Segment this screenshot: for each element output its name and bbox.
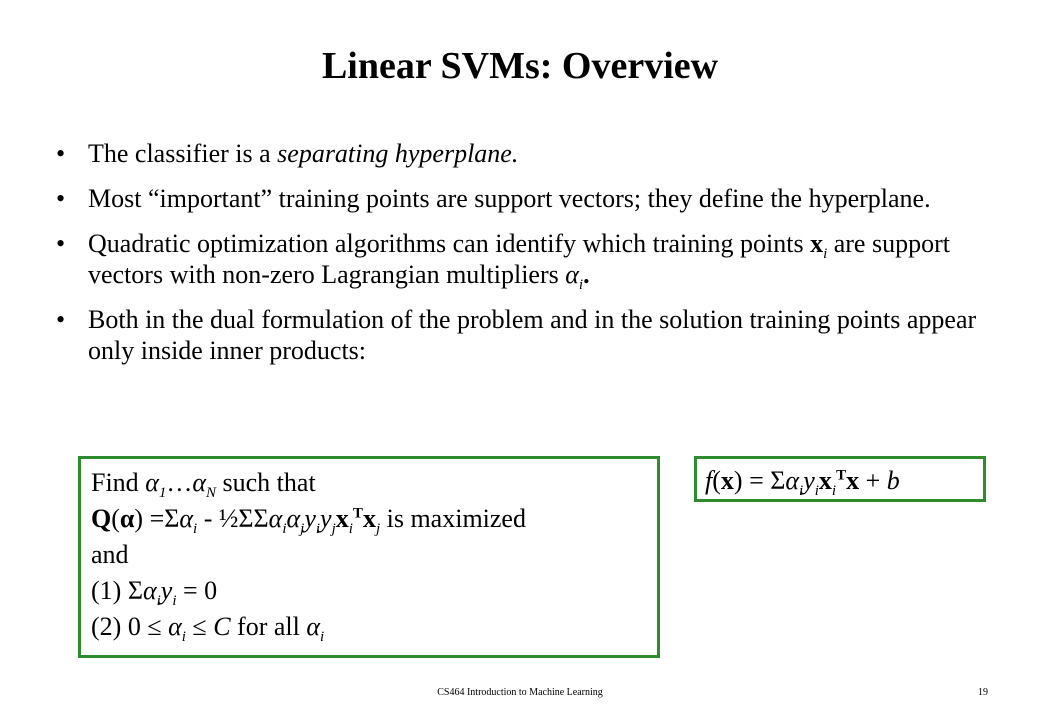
dual-line-3: and (91, 540, 129, 569)
vector-x: x (818, 466, 832, 495)
text: (2) 0 ≤ (91, 612, 169, 641)
subscript: i (282, 521, 287, 538)
subscript: i (814, 483, 819, 500)
alpha-symbol: α (306, 612, 321, 641)
subscript: j (375, 521, 381, 538)
bullet-icon: • (56, 139, 66, 168)
q-symbol: Q (91, 504, 112, 533)
c-symbol: C (213, 612, 231, 641)
bullet-list (48, 138, 1008, 380)
y-symbol: y (304, 504, 316, 533)
bullet-text: Quadratic optimization algorithms can identify which training points (88, 229, 811, 258)
text: - ½ΣΣ (197, 504, 269, 533)
dual-line-5 (91, 609, 657, 645)
text: such that (216, 468, 316, 497)
subscript: N (206, 485, 217, 502)
alpha-symbol: α (268, 504, 283, 533)
alpha-symbol: α (142, 576, 157, 605)
text: + (859, 466, 887, 495)
text: (1) Σ (91, 576, 143, 605)
y-symbol: y (320, 504, 332, 533)
bullet-item (48, 138, 1008, 169)
dual-line-2 (91, 501, 657, 537)
subscript: j (300, 521, 305, 538)
bullet-item (48, 183, 1008, 214)
bullet-icon: • (56, 305, 66, 334)
bullet-item (48, 304, 1008, 366)
bullet-text: The classifier is a (88, 139, 278, 168)
alpha-symbol: α (168, 612, 182, 641)
subscript: i (831, 483, 837, 500)
text: ( (712, 466, 721, 495)
text: is maximized (380, 504, 526, 533)
alpha-symbol: α (145, 468, 159, 497)
text: =Σ (143, 504, 180, 533)
f-symbol: f (705, 466, 713, 495)
text: ( (111, 504, 120, 533)
vector-x: x (810, 229, 824, 258)
subscript: 1 (158, 485, 167, 502)
text: Find (91, 468, 146, 497)
alpha-symbol: α (286, 504, 301, 533)
bullet-emphasis: separating hyperplane. (277, 139, 519, 168)
dual-line-4 (91, 573, 657, 609)
text: ) (134, 504, 144, 533)
text: = 0 (176, 576, 218, 605)
alpha-symbol: α (785, 466, 800, 495)
vector-x: x (362, 504, 376, 533)
text: ≤ (185, 612, 214, 641)
slide-title: Linear SVMs: Overview (321, 45, 719, 87)
alpha-vector: α (119, 504, 135, 533)
subscript: j (331, 521, 336, 538)
subscript: i (315, 521, 321, 538)
text: for all (230, 612, 307, 641)
alpha-symbol: α (179, 504, 194, 533)
vector-x: x (846, 466, 860, 495)
subscript: i (193, 521, 198, 538)
dual-problem-box (78, 456, 660, 658)
bullet-text: are support vectors with non-zero Lagrangian multipliers (88, 229, 950, 289)
period: . (583, 260, 590, 289)
bullet-text: Both in the dual formulation of the problem and in the solution training points appear only inside inner products: (88, 305, 977, 365)
transpose: T (836, 467, 847, 484)
text: ) = Σ (733, 466, 786, 495)
dual-line-1 (91, 465, 657, 501)
footer-course: CS464 Introduction to Machine Learning (437, 687, 603, 698)
y-symbol: y (803, 466, 815, 495)
subscript: i (172, 593, 177, 610)
solution-box (694, 456, 986, 502)
subscript: i (181, 629, 186, 646)
b-symbol: b (886, 466, 900, 495)
page-number: 19 (978, 687, 988, 698)
subscript: i (578, 277, 584, 294)
subscript: i (156, 593, 161, 610)
vector-x: x (720, 466, 734, 495)
bullet-text: Most “important” training points are support vectors; they define the hyperplane. (88, 184, 931, 213)
vector-x: x (335, 504, 349, 533)
subscript: i (320, 629, 325, 646)
ellipsis: … (166, 468, 193, 497)
bullet-item (48, 228, 1008, 294)
y-symbol: y (160, 576, 173, 605)
bullet-icon: • (56, 184, 66, 213)
transpose: T (352, 505, 363, 522)
subscript: i (348, 521, 353, 538)
alpha-symbol: α (565, 260, 579, 289)
bullet-icon: • (56, 229, 66, 258)
subscript: i (823, 246, 828, 263)
subscript: i (799, 483, 804, 500)
alpha-symbol: α (192, 468, 206, 497)
